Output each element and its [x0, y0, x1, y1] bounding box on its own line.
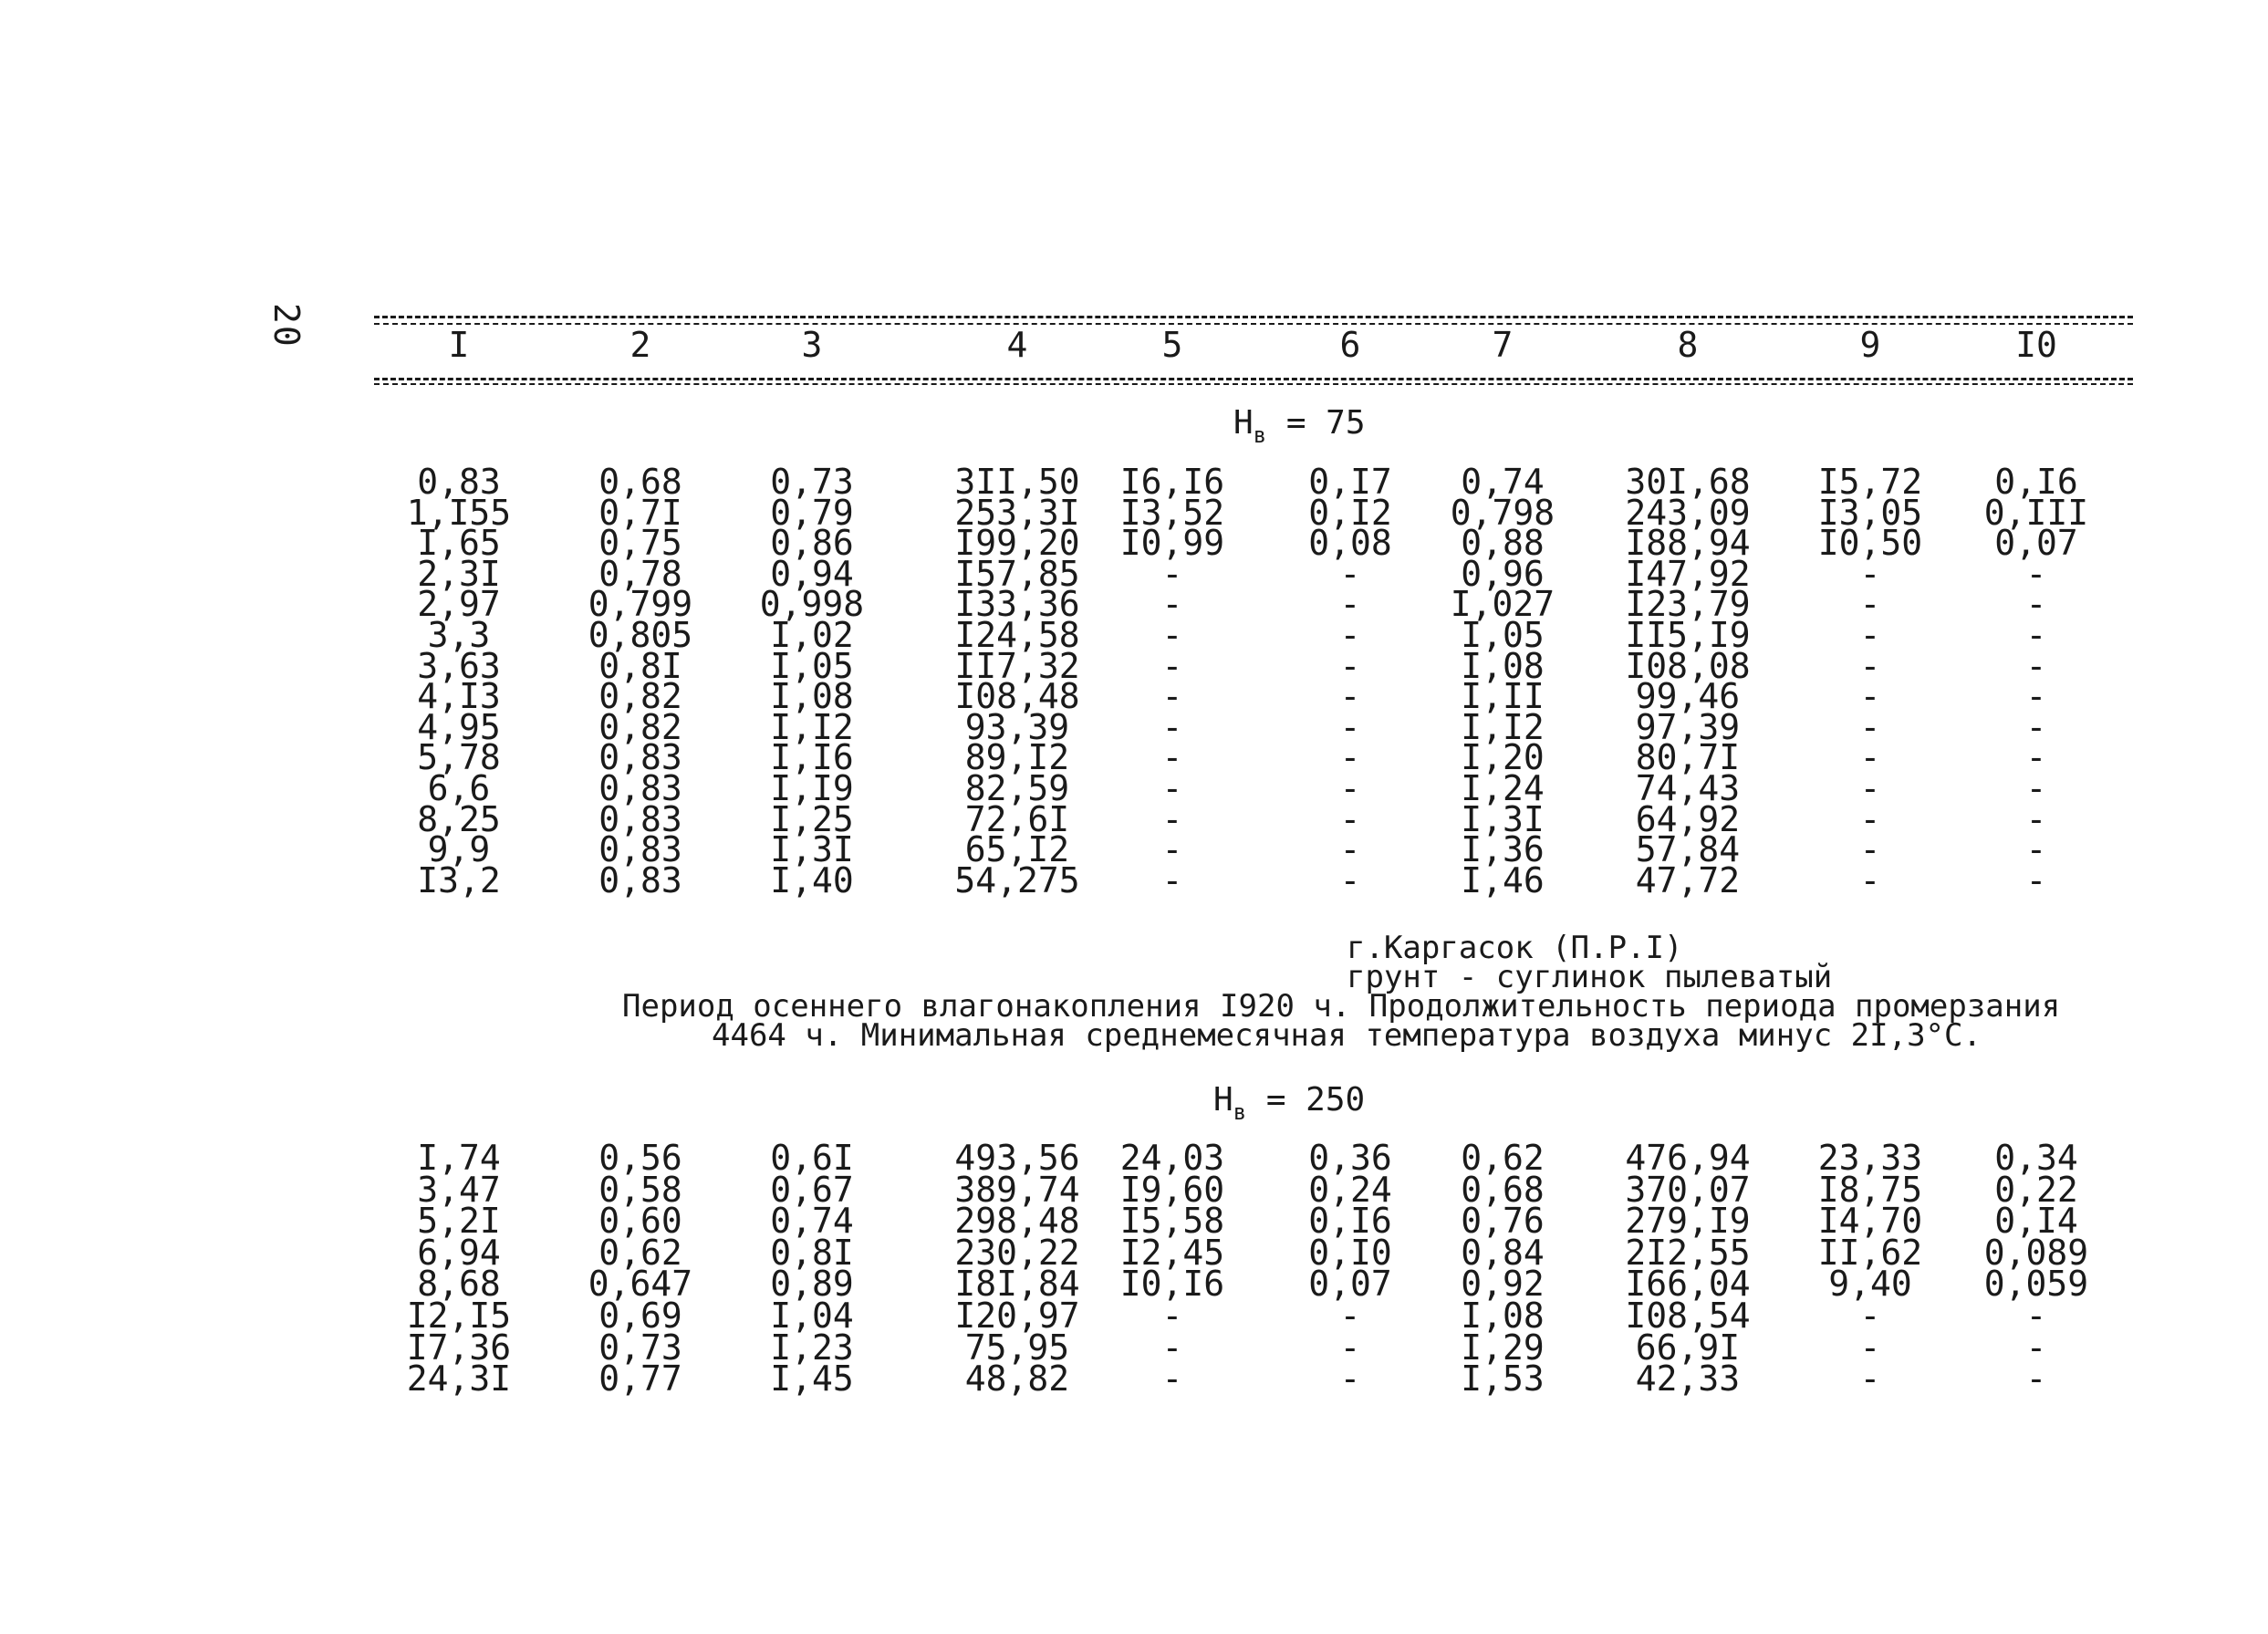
table-cell: - — [2025, 798, 2047, 839]
table-cell: - — [1339, 829, 1361, 870]
caption-period: Период осеннего влагонакопления I920 ч. Продолжительность периода промерзания — [622, 988, 2061, 1025]
table-cell: I,29 — [1461, 1327, 1545, 1368]
header-rule-top — [374, 316, 2133, 318]
table-cell: 0,059 — [1983, 1264, 2089, 1305]
table-cell: - — [1859, 1358, 1881, 1400]
table-cell: 2,97 — [417, 584, 501, 625]
table-cell: - — [2025, 706, 2047, 747]
table-cell: 0,83 — [598, 859, 682, 900]
table-cell: 0,22 — [1994, 1169, 2078, 1210]
table-cell: I,I6 — [770, 737, 854, 778]
block1-column-6 — [1277, 462, 1423, 900]
table-cell: 5,78 — [417, 737, 501, 778]
table-cell: I,027 — [1450, 584, 1555, 625]
table-cell: - — [1859, 1327, 1881, 1368]
table-cell: - — [1161, 553, 1183, 594]
table-cell: 279,I9 — [1625, 1201, 1751, 1242]
table-cell: - — [2025, 1327, 2047, 1368]
table-cell: I,3I — [1461, 798, 1545, 839]
table-cell: 9,40 — [1828, 1264, 1912, 1305]
page-number: 20 — [266, 303, 307, 349]
table-cell: 5,2I — [417, 1201, 501, 1242]
table-cell: 8,25 — [417, 798, 501, 839]
table-cell: 2I2,55 — [1625, 1232, 1751, 1273]
table-cell: 48,82 — [964, 1358, 1070, 1400]
table-cell: - — [1339, 767, 1361, 808]
block1-column-4 — [944, 462, 1090, 900]
table-cell: I66,04 — [1625, 1264, 1751, 1305]
table-cell: 0,83 — [417, 462, 501, 502]
table-cell: 0,82 — [598, 676, 682, 717]
table-cell: I,I2 — [770, 706, 854, 747]
table-cell: 0,83 — [598, 737, 682, 778]
table-cell: I5,72 — [1817, 462, 1923, 502]
table-cell: - — [1859, 859, 1881, 900]
block2-column-6 — [1277, 1138, 1423, 1400]
table-cell: 1,I55 — [406, 492, 512, 533]
table-cell: - — [1859, 584, 1881, 625]
table-cell: - — [1859, 737, 1881, 778]
column-header-7: 7 — [1492, 325, 1514, 365]
table-cell: I,46 — [1461, 859, 1545, 900]
table-cell: 476,94 — [1625, 1138, 1751, 1178]
table-cell: I3,05 — [1817, 492, 1923, 533]
table-cell: - — [2025, 737, 2047, 778]
block1-column-10 — [1963, 462, 2109, 900]
table-cell: 0,089 — [1983, 1232, 2089, 1273]
table-cell: 57,84 — [1635, 829, 1741, 870]
caption-temperature: 4464 ч. Минимальная среднемесячная температура воздуха минус 2I,3°C. — [712, 1017, 1982, 1054]
table-cell: 0,58 — [598, 1169, 682, 1210]
table-cell: - — [1859, 645, 1881, 686]
table-cell: 0,647 — [588, 1264, 693, 1305]
block1-column-9 — [1797, 462, 1943, 900]
table-cell: - — [2025, 829, 2047, 870]
table-cell: 0,I7 — [1308, 462, 1392, 502]
table-cell: I,08 — [770, 676, 854, 717]
column-header-5: 5 — [1161, 325, 1183, 365]
table-cell: I3,2 — [417, 859, 501, 900]
table-cell: 74,43 — [1635, 767, 1741, 808]
table-cell: I,05 — [1461, 614, 1545, 655]
table-cell: I,I2 — [1461, 706, 1545, 747]
table-cell: 0,I0 — [1308, 1232, 1392, 1273]
table-cell: 0,82 — [598, 706, 682, 747]
table-cell: - — [1339, 737, 1361, 778]
table-cell: I20,97 — [954, 1295, 1080, 1336]
column-header-6: 6 — [1339, 325, 1361, 365]
table-cell: 23,33 — [1817, 1138, 1923, 1178]
table-cell: I,65 — [417, 523, 501, 564]
table-cell: I,3I — [770, 829, 854, 870]
table-cell: - — [1339, 1327, 1361, 1368]
table-cell: 54,275 — [954, 859, 1080, 900]
block1-column-7 — [1430, 462, 1576, 900]
table-cell: 47,72 — [1635, 859, 1741, 900]
table-cell: 0,56 — [598, 1138, 682, 1178]
table-cell: - — [1339, 859, 1361, 900]
table-cell: 2,3I — [417, 553, 501, 594]
table-cell: - — [1161, 676, 1183, 717]
table-cell: - — [1859, 829, 1881, 870]
table-cell: 493,56 — [954, 1138, 1080, 1178]
table-cell: - — [2025, 676, 2047, 717]
table-cell: 24,3I — [406, 1358, 512, 1400]
table-cell: I,02 — [770, 614, 854, 655]
table-cell: I,08 — [1461, 645, 1545, 686]
column-header-10: I0 — [2015, 325, 2057, 365]
table-cell: - — [1859, 553, 1881, 594]
table-cell: - — [2025, 767, 2047, 808]
block2-column-5 — [1099, 1138, 1245, 1400]
caption-location: г.Каргасок (П.Р.I) — [1347, 930, 1683, 966]
table-cell: - — [1859, 614, 1881, 655]
table-cell: I0,50 — [1817, 523, 1923, 564]
table-cell: I99,20 — [954, 523, 1080, 564]
table-cell: I6,I6 — [1119, 462, 1225, 502]
table-cell: - — [1859, 798, 1881, 839]
table-cell: I2,45 — [1119, 1232, 1225, 1273]
table-cell: - — [1161, 645, 1183, 686]
table-cell: I,04 — [770, 1295, 854, 1336]
header-rule-bottom — [374, 378, 2133, 380]
table-cell: 0,74 — [1461, 462, 1545, 502]
column-header-2: 2 — [629, 325, 651, 365]
table-cell: 0,07 — [1308, 1264, 1392, 1305]
block2-column-8 — [1615, 1138, 1761, 1400]
table-cell: I5,58 — [1119, 1201, 1225, 1242]
table-cell: - — [1339, 584, 1361, 625]
table-cell: 0,07 — [1994, 523, 2078, 564]
table-cell: - — [1161, 767, 1183, 808]
table-cell: I,24 — [1461, 767, 1545, 808]
table-cell: 0,62 — [598, 1232, 682, 1273]
table-cell: II5,I9 — [1625, 614, 1751, 655]
table-cell: 0,74 — [770, 1201, 854, 1242]
table-cell: 0,I4 — [1994, 1201, 2078, 1242]
table-cell: 0,73 — [598, 1327, 682, 1368]
table-cell: I8,75 — [1817, 1169, 1923, 1210]
table-cell: 0,89 — [770, 1264, 854, 1305]
table-cell: I,I9 — [770, 767, 854, 808]
table-cell: 0,8I — [770, 1232, 854, 1273]
table-cell: 0,78 — [598, 553, 682, 594]
table-cell: - — [1339, 645, 1361, 686]
table-cell: I9,60 — [1119, 1169, 1225, 1210]
block2-hb-label: $H_в = 250$ — [1213, 1081, 1366, 1125]
table-cell: 0,92 — [1461, 1264, 1545, 1305]
table-cell: I47,92 — [1625, 553, 1751, 594]
table-cell: - — [2025, 1295, 2047, 1336]
table-cell: - — [2025, 859, 2047, 900]
table-cell: I0,99 — [1119, 523, 1225, 564]
table-cell: 0,798 — [1450, 492, 1555, 533]
table-cell: 0,83 — [598, 767, 682, 808]
table-cell: 0,73 — [770, 462, 854, 502]
table-cell: - — [2025, 553, 2047, 594]
table-cell: I,74 — [417, 1138, 501, 1178]
table-cell: 0,III — [1983, 492, 2089, 533]
table-cell: 30I,68 — [1625, 462, 1751, 502]
table-cell: 6,94 — [417, 1232, 501, 1273]
table-cell: - — [1161, 1358, 1183, 1400]
table-cell: I,36 — [1461, 829, 1545, 870]
table-cell: 0,68 — [598, 462, 682, 502]
table-cell: 93,39 — [964, 706, 1070, 747]
table-cell: II7,32 — [954, 645, 1080, 686]
table-cell: - — [1339, 706, 1361, 747]
block1-column-1 — [386, 462, 532, 900]
table-cell: 0,6I — [770, 1138, 854, 1178]
table-cell: I,45 — [770, 1358, 854, 1400]
table-cell: 389,74 — [954, 1169, 1080, 1210]
table-cell: I8I,84 — [954, 1264, 1080, 1305]
table-cell: 0,88 — [1461, 523, 1545, 564]
table-cell: - — [2025, 614, 2047, 655]
block1-column-2 — [567, 462, 713, 900]
table-cell: I57,85 — [954, 553, 1080, 594]
table-cell: - — [2025, 645, 2047, 686]
table-cell: 0,60 — [598, 1201, 682, 1242]
table-cell: 0,75 — [598, 523, 682, 564]
table-cell: - — [2025, 1358, 2047, 1400]
block2-column-3 — [739, 1138, 885, 1400]
table-cell: I,08 — [1461, 1295, 1545, 1336]
table-cell: 4,I3 — [417, 676, 501, 717]
table-cell: I08,48 — [954, 676, 1080, 717]
table-cell: 0,I2 — [1308, 492, 1392, 533]
caption-soil: грунт - суглинок пылеватый — [1347, 959, 1833, 995]
table-cell: 0,I6 — [1994, 462, 2078, 502]
block2-column-1 — [386, 1138, 532, 1400]
table-cell: 0,08 — [1308, 523, 1392, 564]
table-cell: 89,I2 — [964, 737, 1070, 778]
table-cell: 64,92 — [1635, 798, 1741, 839]
table-cell: - — [1339, 676, 1361, 717]
table-cell: 0,8I — [598, 645, 682, 686]
table-cell: 0,7I — [598, 492, 682, 533]
table-cell: 0,86 — [770, 523, 854, 564]
table-cell: 370,07 — [1625, 1169, 1751, 1210]
table-cell: 0,76 — [1461, 1201, 1545, 1242]
table-cell: - — [1339, 614, 1361, 655]
table-cell: 3,3 — [427, 614, 491, 655]
table-cell: 0,36 — [1308, 1138, 1392, 1178]
table-cell: 0,94 — [770, 553, 854, 594]
table-cell: 82,59 — [964, 767, 1070, 808]
table-cell: 75,95 — [964, 1327, 1070, 1368]
table-cell: 4,95 — [417, 706, 501, 747]
table-cell: 0,83 — [598, 798, 682, 839]
table-cell: 0,62 — [1461, 1138, 1545, 1178]
table-cell: 0,24 — [1308, 1169, 1392, 1210]
table-cell: 42,33 — [1635, 1358, 1741, 1400]
table-cell: - — [1161, 737, 1183, 778]
table-cell: - — [1859, 767, 1881, 808]
block2-column-10 — [1963, 1138, 2109, 1400]
table-cell: - — [1161, 584, 1183, 625]
table-cell: - — [1161, 859, 1183, 900]
column-header-3: 3 — [801, 325, 823, 365]
table-cell: - — [1339, 1358, 1361, 1400]
table-cell: I2,I5 — [406, 1295, 512, 1336]
table-cell: 0,67 — [770, 1169, 854, 1210]
block2-column-7 — [1430, 1138, 1576, 1400]
block1-hb-label: $H_в = 75$ — [1233, 404, 1366, 448]
table-cell: I33,36 — [954, 584, 1080, 625]
column-header-1: I — [448, 325, 470, 365]
table-cell: I08,08 — [1625, 645, 1751, 686]
table-cell: 0,96 — [1461, 553, 1545, 594]
table-cell: - — [1859, 706, 1881, 747]
block2-column-2 — [567, 1138, 713, 1400]
table-cell: I,40 — [770, 859, 854, 900]
column-header-4: 4 — [1006, 325, 1028, 365]
table-cell: I,II — [1461, 676, 1545, 717]
table-cell: 243,09 — [1625, 492, 1751, 533]
table-cell: I4,70 — [1817, 1201, 1923, 1242]
table-cell: I,23 — [770, 1327, 854, 1368]
table-cell: - — [1339, 1295, 1361, 1336]
table-cell: - — [1161, 614, 1183, 655]
table-cell: 24,03 — [1119, 1138, 1225, 1178]
table-cell: 253,3I — [954, 492, 1080, 533]
table-cell: 8,68 — [417, 1264, 501, 1305]
table-cell: 9,9 — [427, 829, 491, 870]
table-cell: 66,9I — [1635, 1327, 1741, 1368]
table-cell: 3II,50 — [954, 462, 1080, 502]
table-cell: 0,805 — [588, 614, 693, 655]
table-cell: - — [1161, 829, 1183, 870]
column-header-9: 9 — [1859, 325, 1881, 365]
table-cell: I23,79 — [1625, 584, 1751, 625]
table-cell: 0,I6 — [1308, 1201, 1392, 1242]
table-cell: 230,22 — [954, 1232, 1080, 1273]
table-cell: 0,799 — [588, 584, 693, 625]
table-cell: 3,63 — [417, 645, 501, 686]
table-cell: - — [1859, 676, 1881, 717]
table-cell: 0,84 — [1461, 1232, 1545, 1273]
column-header-8: 8 — [1677, 325, 1699, 365]
table-cell: I08,54 — [1625, 1295, 1751, 1336]
table-cell: - — [1161, 1327, 1183, 1368]
table-cell: 0,79 — [770, 492, 854, 533]
table-cell: 0,77 — [598, 1358, 682, 1400]
table-cell: 6,6 — [427, 767, 491, 808]
table-cell: - — [1859, 1295, 1881, 1336]
table-cell: I7,36 — [406, 1327, 512, 1368]
block2-column-4 — [944, 1138, 1090, 1400]
table-cell: I,25 — [770, 798, 854, 839]
table-cell: I,20 — [1461, 737, 1545, 778]
table-cell: I88,94 — [1625, 523, 1751, 564]
table-cell: 0,83 — [598, 829, 682, 870]
table-cell: - — [1161, 1295, 1183, 1336]
table-cell: 80,7I — [1635, 737, 1741, 778]
table-cell: I24,58 — [954, 614, 1080, 655]
table-cell: - — [1339, 553, 1361, 594]
table-cell: - — [1161, 706, 1183, 747]
table-cell: 298,48 — [954, 1201, 1080, 1242]
block1-column-3 — [739, 462, 885, 900]
table-cell: 0,998 — [759, 584, 865, 625]
table-cell: I0,I6 — [1119, 1264, 1225, 1305]
block1-column-8 — [1615, 462, 1761, 900]
table-cell: 0,69 — [598, 1295, 682, 1336]
table-cell: - — [2025, 584, 2047, 625]
table-cell: 0,34 — [1994, 1138, 2078, 1178]
table-cell: - — [1339, 798, 1361, 839]
block1-column-5 — [1099, 462, 1245, 900]
table-cell: I,05 — [770, 645, 854, 686]
table-cell: I3,52 — [1119, 492, 1225, 533]
table-cell: 65,I2 — [964, 829, 1070, 870]
header-rule-bottom-inner — [374, 383, 2133, 385]
table-cell: 0,68 — [1461, 1169, 1545, 1210]
block2-column-9 — [1797, 1138, 1943, 1400]
table-cell: I,53 — [1461, 1358, 1545, 1400]
table-cell: 97,39 — [1635, 706, 1741, 747]
table-cell: 99,46 — [1635, 676, 1741, 717]
table-cell: - — [1161, 798, 1183, 839]
table-cell: 3,47 — [417, 1169, 501, 1210]
table-cell: II,62 — [1817, 1232, 1923, 1273]
table-cell: 72,6I — [964, 798, 1070, 839]
